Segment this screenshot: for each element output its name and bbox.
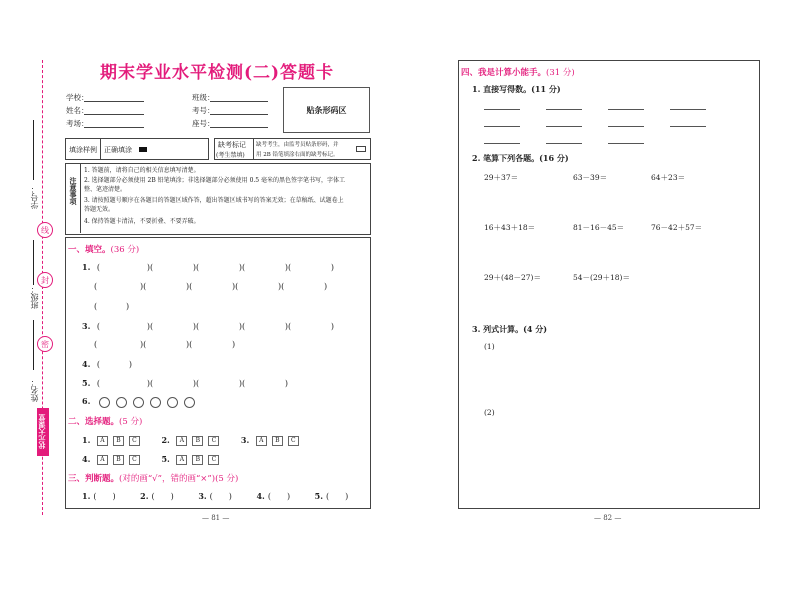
- name-field[interactable]: [84, 114, 144, 115]
- fill-q1-row: 1. ( )( )( )( )( ): [82, 262, 335, 272]
- class-field[interactable]: [210, 101, 268, 102]
- filled-mark-icon: [139, 147, 147, 152]
- blank-7[interactable]: [608, 126, 644, 127]
- answer-circle[interactable]: [116, 397, 127, 408]
- calc-3: 64＋23＝: [651, 173, 686, 182]
- label-exam-no: 考号：: [192, 106, 215, 115]
- seat-field[interactable]: [210, 127, 268, 128]
- right-answer-frame: [458, 60, 760, 509]
- sub-question-1: (1): [484, 342, 495, 351]
- choice-5-a[interactable]: A: [176, 455, 187, 465]
- fill-q3-row: 3. ( )( )( )( )( ): [82, 321, 335, 331]
- fill-q6-row: 6.: [82, 396, 201, 408]
- calc-6: 76－42＋57＝: [651, 223, 703, 232]
- choice-row-2: 4. A B C 5. A B C: [82, 454, 224, 465]
- room-field[interactable]: [84, 127, 144, 128]
- choice-4-a[interactable]: A: [97, 455, 108, 465]
- answer-circle[interactable]: [133, 397, 144, 408]
- section-4-title: 四、我是计算小能手。(31 分): [461, 68, 575, 78]
- note-3b: 答题无效。: [84, 206, 115, 213]
- blank-5[interactable]: [484, 126, 520, 127]
- seal-line: 线: [37, 222, 53, 238]
- notes-title: 注意事项: [69, 177, 78, 205]
- page-number-right: — 82 —: [594, 514, 622, 522]
- binding-blank-line: [33, 320, 34, 370]
- absent-text-1: 缺考考生，由监考员贴条形码，并: [256, 142, 339, 148]
- choice-3-a[interactable]: A: [256, 436, 267, 446]
- fill-q5-row: 5. ( )( )( )( ): [82, 378, 289, 388]
- sub-question-2: (2): [484, 408, 495, 417]
- section-1-title: 一、填空。(36 分): [68, 245, 140, 255]
- binding-blank-line: [33, 240, 34, 285]
- label-class: 班级：: [192, 93, 215, 102]
- note-2: 2. 选择题部分必须使用 2B 铅笔填涂；非选择题部分必须使用 0.5 毫米的黑色签字笔书写，字体工: [84, 177, 346, 184]
- page-title: 期末学业水平检测(二)答题卡: [99, 63, 335, 83]
- page-number-left: — 81 —: [202, 514, 230, 522]
- q3-title: 3. 列式计算。(4 分): [472, 324, 548, 334]
- fill-q4-row: 4. ( ): [82, 359, 133, 369]
- choice-1-c[interactable]: C: [129, 436, 140, 446]
- blank-11[interactable]: [608, 143, 644, 144]
- label-room: 考场：: [66, 119, 89, 128]
- sample-box: [65, 138, 209, 160]
- brand-logo: 状元大课堂: [37, 408, 49, 456]
- choice-1-b[interactable]: B: [113, 436, 124, 446]
- calc-5: 81－16－45＝: [573, 223, 625, 232]
- calc-2: 63－39＝: [573, 173, 608, 182]
- blank-4[interactable]: [670, 109, 706, 110]
- calc-8: 54－(29＋18)＝: [573, 273, 630, 282]
- q2-title: 2. 笔算下列各题。(16 分): [472, 153, 569, 163]
- choice-2-b[interactable]: B: [192, 436, 203, 446]
- calc-7: 29＋(48－27)＝: [484, 273, 541, 282]
- absent-mark-box[interactable]: [356, 146, 366, 152]
- binding-label-class: 班级：: [30, 285, 39, 309]
- fill-q1-row-3: ( ): [94, 302, 130, 311]
- answer-circle[interactable]: [150, 397, 161, 408]
- seal-secret: 密: [37, 336, 53, 352]
- choice-3-c[interactable]: C: [288, 436, 299, 446]
- note-4: 4. 保持答题卡清洁，不要折叠、不要弄破。: [84, 218, 200, 225]
- label-name: 姓名：: [66, 106, 89, 115]
- choice-row-1: 1. A B C 2. A B C 3. A B C: [82, 435, 304, 446]
- judge-row: 1. ( ) 2. ( ) 3. ( ) 4. ( ) 5. ( ): [82, 491, 349, 501]
- sample-correct: 正确填涂: [104, 146, 132, 154]
- blank-10[interactable]: [546, 143, 582, 144]
- choice-2-c[interactable]: C: [208, 436, 219, 446]
- note-1: 1. 答题前，请将自己的相关信息填写清楚。: [84, 167, 200, 174]
- q1-title: 1. 直接写得数。(11 分): [472, 84, 561, 94]
- choice-5-b[interactable]: B: [192, 455, 203, 465]
- choice-4-c[interactable]: C: [129, 455, 140, 465]
- choice-2-a[interactable]: A: [176, 436, 187, 446]
- label-school: 学校：: [66, 93, 89, 102]
- choice-1-a[interactable]: A: [97, 436, 108, 446]
- choice-5-c[interactable]: C: [208, 455, 219, 465]
- binding-blank-line: [33, 120, 34, 180]
- note-2b: 整、笔迹清楚。: [84, 186, 127, 193]
- blank-2[interactable]: [546, 109, 582, 110]
- section-3-title: 三、判断题。(对的画“√”，错的画“×”)(5 分): [68, 474, 239, 484]
- choice-4-b[interactable]: B: [113, 455, 124, 465]
- fill-q1-row-2: ( )( )( )( )( ): [94, 282, 328, 291]
- calc-1: 29＋37＝: [484, 173, 519, 182]
- exam-no-field[interactable]: [210, 114, 268, 115]
- school-field[interactable]: [84, 101, 144, 102]
- binding-label-student-no: 学号：: [30, 185, 39, 209]
- calc-4: 16＋43＋18＝: [484, 223, 536, 232]
- blank-1[interactable]: [484, 109, 520, 110]
- absent-text-2: 用 2B 铅笔填涂右面的缺考标记。: [256, 152, 339, 158]
- answer-frame: [65, 237, 371, 509]
- answer-circle[interactable]: [184, 397, 195, 408]
- blank-3[interactable]: [608, 109, 644, 110]
- binding-strip: [0, 0, 64, 589]
- binding-label-name: 姓名：: [30, 378, 39, 402]
- absent-sub: (考生禁填): [216, 152, 245, 159]
- fill-q3-row-2: ( )( )( ): [94, 340, 236, 349]
- answer-circle[interactable]: [167, 397, 178, 408]
- blank-9[interactable]: [484, 143, 520, 144]
- note-3: 3. 请按照题号顺序在各题目的答题区域作答，超出答题区域书写的答案无效；在草稿纸、试题卷上: [84, 197, 344, 204]
- seal-seal: 封: [37, 272, 53, 288]
- sample-label: 填涂样例: [69, 146, 97, 154]
- barcode-area: 贴条形码区: [283, 87, 370, 133]
- blank-6[interactable]: [546, 126, 582, 127]
- label-seat: 座号：: [192, 119, 215, 128]
- absent-box: [214, 138, 371, 160]
- choice-3-b[interactable]: B: [272, 436, 283, 446]
- section-2-title: 二、选择题。(5 分): [68, 417, 143, 427]
- absent-label: 缺考标记: [218, 141, 246, 149]
- answer-circle[interactable]: [99, 397, 110, 408]
- blank-8[interactable]: [670, 126, 706, 127]
